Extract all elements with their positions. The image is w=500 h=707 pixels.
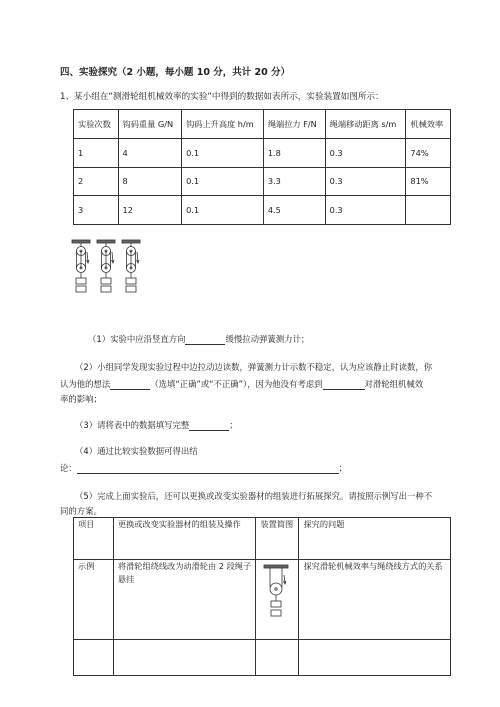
table-header: 钩码上升高度 h/m [182,110,264,139]
subquestion-2-line3: 率的影响； [60,394,102,404]
table-cell: 0.1 [182,139,264,168]
table-cell: 4.5 [263,196,325,225]
table-cell [406,196,451,225]
example-figure-cell [256,560,299,640]
subquestion-4-text-end: ； [338,463,348,473]
table-cell: 1 [74,139,119,168]
subquestion-1-text-end: 缓慢拉动弹簧测力计； [225,334,310,344]
table-header: 机械效率 [406,110,451,139]
subquestion-2-text-end: 对滑轮组机械效 [364,379,424,389]
table-cell: 8 [118,167,182,196]
subquestion-3-text-end: ； [229,420,238,430]
section-title: 四、实验探究（2 小题，每小题 10 分，共计 20 分） [60,67,291,78]
table-header: 装置简图 [256,518,299,560]
table-row [74,560,451,640]
subquestion-2-text-mid: （选填“正确”或“不正确”），因为他没有考虑到 [150,379,323,389]
table-cell: 4 [118,139,182,168]
table-row-empty [74,640,451,676]
table-cell: 0.3 [325,139,406,168]
table-row [74,167,451,196]
table-cell: 探究滑轮机械效率与绳绕线方式的关系 [299,560,451,640]
table-cell: 2 [74,167,119,196]
table-header: 钩码重量 G/N [118,110,182,139]
table-row [74,139,451,168]
subquestion-3-text: （3）请将表中的数据填写完整 [75,420,190,430]
answer-blank[interactable] [189,420,229,431]
table-cell: 74% [406,139,451,168]
answer-blank[interactable] [77,463,339,474]
extension-table [73,517,451,676]
table-header: 更换或改变实验器材的组装及操作 [113,518,256,560]
subquestion-3 [75,419,238,431]
table-cell: 12 [118,196,182,225]
table-cell[interactable] [256,640,299,676]
table-row [74,196,451,225]
table-header-row [74,518,451,560]
table-cell[interactable] [299,640,451,676]
table-cell: 81% [406,167,451,196]
subquestion-2-text: 认为他的想法 [60,379,111,389]
table-cell: 0.1 [182,196,264,225]
subquestion-5-line2: 同的方案。 [60,506,102,516]
subquestion-1 [88,333,309,345]
table-header: 绳端拉力 F/N [263,110,325,139]
table-cell: 3 [74,196,119,225]
single-pulley-figure [258,563,294,623]
table-header: 绳端移动距离 s/m [325,110,406,139]
table-cell: 将滑轮组绕线改为动滑轮由 2 段绳子悬挂 [113,560,256,640]
answer-blank[interactable] [110,379,150,390]
table-header: 项目 [74,518,114,560]
pulley-apparatus-figure [70,238,142,298]
table-header: 实验次数 [74,110,119,139]
table-header-row [74,110,451,139]
table-cell: 3.3 [263,167,325,196]
table-cell: 0.3 [325,196,406,225]
table-cell[interactable] [113,640,256,676]
subquestion-2-line1: （2）小组同学发现实验过程中边拉动边读数，弹簧测力计示数不稳定，认为应该静止时读数，你 [75,362,433,372]
subquestion-5-line1: （5）完成上面实验后，还可以更换或改变实验器材的组装进行拓展探究。请按照示例写出一种不 [75,491,433,501]
answer-blank[interactable] [323,379,365,390]
table-cell: 示例 [74,560,114,640]
answer-blank[interactable] [185,334,225,345]
table-cell[interactable] [74,640,114,676]
table-cell: 1.8 [263,139,325,168]
subquestion-1-text: （1）实验中应沿竖直方向 [88,334,186,344]
table-cell: 0.1 [182,167,264,196]
subquestion-4-line1: （4）通过比较实验数据可得出结 [75,446,198,456]
question-intro: 1、某小组在“测滑轮组机械效率的实验”中得到的数据如表所示，实验装置如图所示： [60,92,384,102]
table-cell: 0.3 [325,167,406,196]
subquestion-4-line2 [60,462,347,474]
subquestion-2-line2 [60,378,423,390]
data-table [73,109,451,225]
subquestion-4-text: 论： [60,463,77,473]
table-header: 探究的问题 [299,518,451,560]
